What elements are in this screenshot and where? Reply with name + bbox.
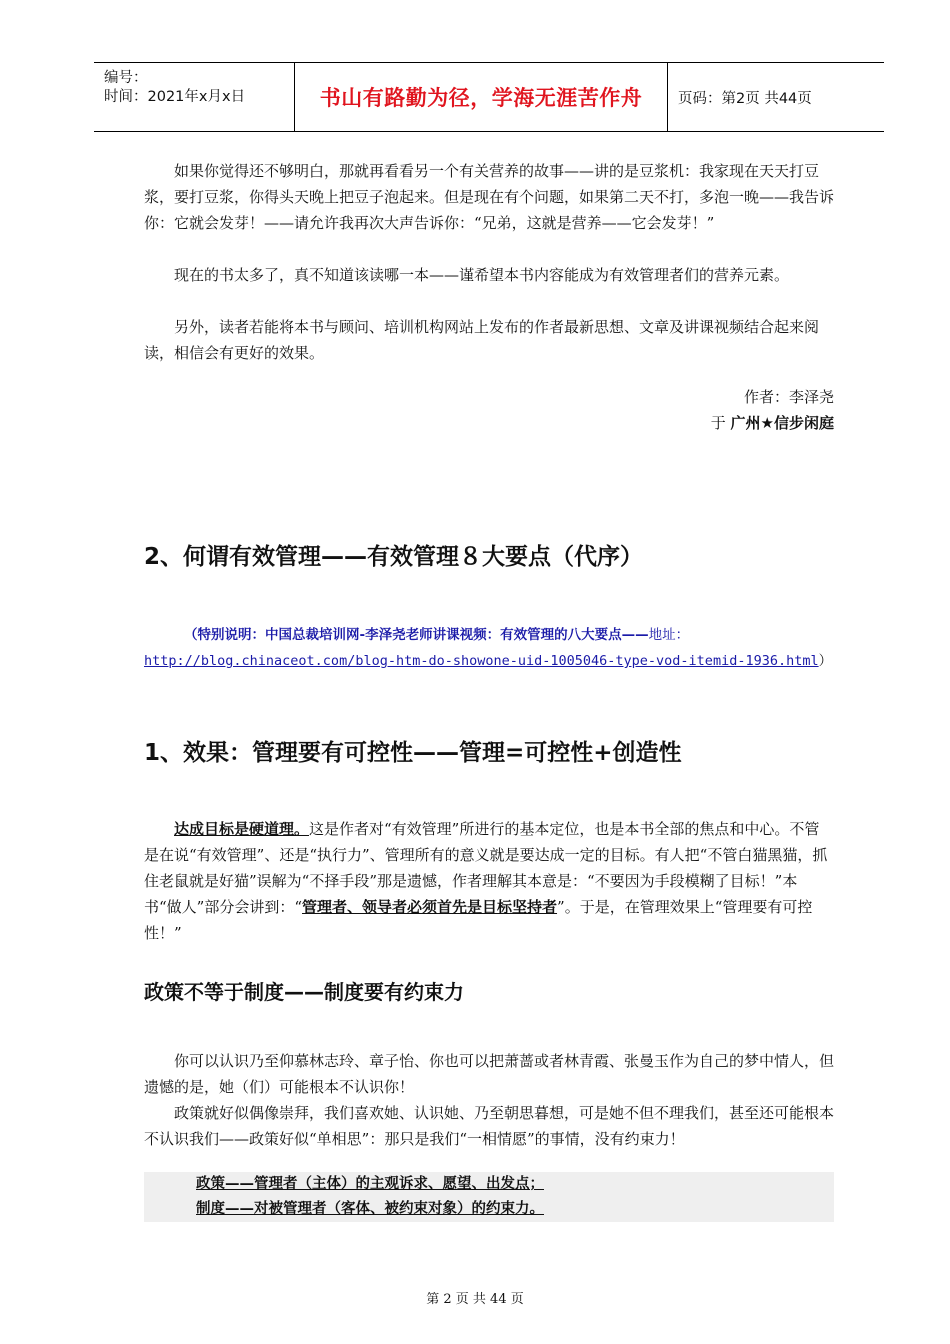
subsection-title-policy: 政策不等于制度——制度要有约束力 [144, 980, 464, 1004]
paragraph-books: 现在的书太多了，真不知道该读哪一本——谨希望本书内容能成为有效管理者们的营养元素。 [174, 266, 790, 284]
header-page-info: 页码：第2页 共44页 [678, 90, 812, 107]
page-footer: 第 2 页 共 44 页 [426, 1292, 524, 1307]
note-label: （特别说明：中国总裁培训网-李泽尧老师讲课视频： [184, 627, 501, 643]
definition-box [144, 1172, 834, 1222]
header-page-cell [668, 63, 884, 131]
signature-place-name: 广州★信步闲庭 [730, 414, 834, 432]
goal-emphasis: 管理者、领导者必须首先是目标坚持者 [302, 898, 558, 916]
paragraph-reading: 另外，读者若能将本书与顾问、培训机构网站上发布的作者最新思想、文章及讲课视频结合起来阅读，相信会有更好的效果。 [144, 318, 820, 362]
doc-number: 编号： [104, 70, 148, 86]
page-header [94, 62, 884, 132]
paragraph-idols: 你可以认识乃至仰慕林志玲、章子怡、你也可以把萧蔷或者林青霞、张曼玉作为自己的梦中情人，但遗憾的是，她（们）可能根本不认识你！ [144, 1052, 835, 1096]
paragraph-policy: 政策就好似偶像崇拜，我们喜欢她、认识她、乃至朝思暮想，可是她不但不理我们，甚至还可能根本不认识我们——政策好似“单相思”：那只是我们“一相情愿”的事情，没有约束力！ [144, 1104, 835, 1148]
header-motto-cell [295, 63, 668, 131]
paragraph-soymilk: 如果你觉得还不够明白，那就再看看另一个有关营养的故事——讲的是豆浆机：我家现在天天打豆浆，要打豆浆，你得头天晚上把豆子泡起来。但是现在有个问题，如果第二天不打，多泡一晚——我告诉你：它就会发芽！——请允许我再次大声告诉你：“兄弟，这就是营养——它会发芽！” [144, 162, 835, 232]
goal-body-1: 这是作者对“有效管理”所进行的基本定位，也是本书全部的焦点和中心。不管是在说“有效管理”、还是“执行力”、管理所有的意义就是要达成一定的目标。有人把“不管白猫黑猫，抓住老鼠就是好猫”误解为“不择手段”那是遗憾，作者理解其本意是：“不要因为手段模糊了目标！”本书“做人”部分会讲到：“ [144, 820, 828, 916]
signature-place [711, 412, 834, 433]
doc-time: 时间：2021年x月x日 [104, 89, 246, 105]
goal-lead: 达成目标是硬道理。 [174, 820, 310, 838]
section-title-effective-management: 2、何谓有效管理——有效管理８大要点（代序） [144, 544, 644, 570]
definition-system: 制度——对被管理者（客体、被约束对象）的约束力。 [196, 1201, 544, 1217]
signature-author: 作者：李泽尧 [743, 388, 834, 406]
note-address-label: 地址： [648, 627, 690, 643]
definition-policy: 政策——管理者（主体）的主观诉求、愿望、出发点； [196, 1176, 544, 1192]
header-motto: 书山有路勤为径，学海无涯苦作舟 [319, 86, 643, 110]
goal-body-2: ”。于是，在管理效果上“管理要有可控性！” [144, 898, 813, 942]
video-link[interactable]: http://blog.chinaceot.com/blog-htm-do-showone-uid-1005046-type-vod-itemid-1936.html [144, 653, 819, 669]
note-video-title: 有效管理的八大要点—— [500, 627, 649, 643]
note-close: ） [818, 653, 833, 669]
section-title-effect: 1、效果：管理要有可控性——管理=可控性+创造性 [144, 740, 682, 766]
header-meta [94, 63, 295, 131]
special-note [144, 622, 834, 674]
signature-place-prefix: 于 [710, 414, 731, 432]
paragraph-goal [144, 816, 834, 946]
